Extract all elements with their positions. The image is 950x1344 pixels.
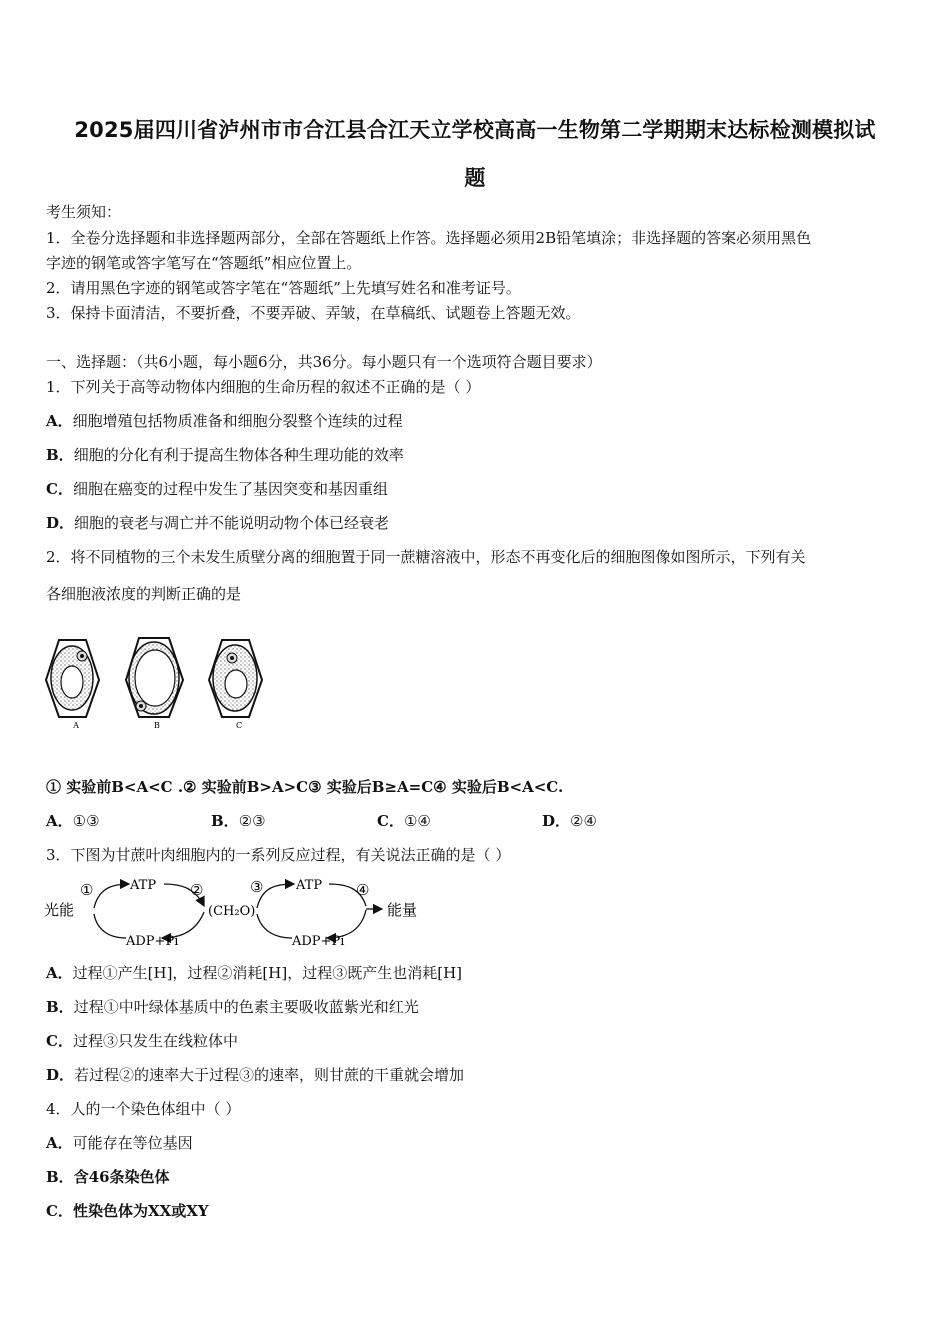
q4-stem: 4．人的一个染色体组中（ ） bbox=[46, 1100, 241, 1118]
q2-option-b bbox=[211, 810, 266, 831]
q3-option-d bbox=[46, 1065, 464, 1085]
page-title-continued: 题 bbox=[464, 166, 486, 190]
option-text: 过程③只发生在线粒体中 bbox=[72, 1032, 238, 1050]
step-3-marker: ③ bbox=[250, 878, 264, 896]
light-energy-label: 光能 bbox=[44, 901, 75, 919]
option-label: A． bbox=[46, 964, 73, 982]
q3-stem: 3．下图为甘蔗叶肉细胞内的一系列反应过程，有关说法正确的是（ ） bbox=[46, 846, 511, 864]
notice-item: 3．保持卡面清洁，不要折叠，不要弄破、弄皱，在草稿纸、试题卷上答题无效。 bbox=[46, 304, 581, 322]
q1-stem: 1．下列关于高等动物体内细胞的生命历程的叙述不正确的是（ ） bbox=[46, 378, 481, 396]
q3-option-b bbox=[46, 997, 419, 1017]
option-label: C． bbox=[377, 812, 404, 830]
atp-label-left: ATP bbox=[130, 878, 157, 893]
section-heading: 一、选择题：（共6小题，每小题6分，共36分。每小题只有一个选项符合题目要求） bbox=[46, 353, 602, 371]
ch2o-label: (CH₂O) bbox=[208, 904, 256, 919]
q1-option-a bbox=[46, 411, 403, 431]
option-text: ②④ bbox=[570, 812, 597, 830]
option-label: A． bbox=[46, 1134, 73, 1152]
option-label: D． bbox=[46, 1066, 75, 1084]
cell-b bbox=[126, 638, 183, 717]
option-label: D． bbox=[542, 812, 571, 830]
option-text: 细胞的分化有利于提高生物体各种生理功能的效率 bbox=[73, 446, 404, 464]
option-label: B． bbox=[46, 998, 74, 1016]
q2-statements: ① 实验前B<A<C .② 实验前B>A>C③ 实验后B≥A=C④ 实验后B<A<C. bbox=[46, 778, 564, 796]
option-text: 若过程②的速率大于过程③的速率，则甘蔗的干重就会增加 bbox=[74, 1066, 465, 1084]
option-text: 性染色体为XX或XY bbox=[72, 1202, 209, 1220]
option-label: C． bbox=[46, 1202, 73, 1220]
option-text: 过程①中叶绿体基质中的色素主要吸收蓝紫光和红光 bbox=[73, 998, 419, 1016]
q1-option-d bbox=[46, 513, 389, 533]
option-text: 过程①产生[H]，过程②消耗[H]，过程③既产生也消耗[H] bbox=[72, 964, 462, 982]
plant-cells-figure bbox=[44, 632, 274, 732]
option-label: C． bbox=[46, 480, 73, 498]
atp-label-right: ATP bbox=[296, 878, 323, 893]
q2-option-c bbox=[377, 810, 431, 831]
cell-label-c: C bbox=[235, 721, 243, 730]
step-1-marker: ① bbox=[80, 881, 94, 899]
q4-option-a bbox=[46, 1133, 193, 1153]
q4-option-b bbox=[46, 1167, 170, 1187]
notice-item: 1．全卷分选择题和非选择题两部分，全部在答题纸上作答。选择题必须用2B铅笔填涂；非选择题的答案必须用黑色 bbox=[46, 229, 812, 247]
page-title: 2025届四川省泸州市市合江县合江天立学校高高一生物第二学期期末达标检测模拟试 bbox=[74, 118, 876, 142]
notice-heading: 考生须知： bbox=[46, 203, 122, 221]
option-label: A． bbox=[46, 412, 73, 430]
option-label: C． bbox=[46, 1032, 73, 1050]
q1-option-c bbox=[46, 479, 388, 499]
step-4-marker: ④ bbox=[356, 881, 370, 899]
option-text: ①③ bbox=[72, 812, 100, 830]
energy-label: 能量 bbox=[387, 901, 418, 919]
q2-option-d bbox=[542, 810, 597, 831]
adp-label-left: ADP+Pi bbox=[126, 934, 179, 949]
cell-label-a: A bbox=[73, 721, 79, 730]
q2-stem: 2．将不同植物的三个未发生质壁分离的细胞置于同一蔗糖溶液中，形态不再变化后的细胞图像如图所示，下列有关 bbox=[46, 548, 806, 566]
option-label: B． bbox=[211, 812, 239, 830]
option-text: ②③ bbox=[238, 812, 266, 830]
q3-option-c bbox=[46, 1031, 238, 1051]
q4-option-c bbox=[46, 1201, 209, 1221]
option-label: A． bbox=[46, 812, 73, 830]
option-label: B． bbox=[46, 446, 74, 464]
cell-label-b: B bbox=[154, 721, 160, 730]
option-text: 细胞的衰老与凋亡并不能说明动物个体已经衰老 bbox=[74, 514, 390, 532]
notice-item: 2．请用黑色字迹的钢笔或答字笔在“答题纸”上先填写姓名和准考证号。 bbox=[46, 279, 521, 297]
q1-option-b bbox=[46, 445, 404, 465]
cell-a bbox=[46, 640, 99, 717]
adp-label-right: ADP+Pi bbox=[292, 934, 345, 949]
option-text: 可能存在等位基因 bbox=[72, 1134, 193, 1152]
cell-c bbox=[209, 640, 262, 717]
option-text: 细胞增殖包括物质准备和细胞分裂整个连续的过程 bbox=[72, 412, 403, 430]
q2-option-a bbox=[46, 810, 100, 831]
step-2-marker: ② bbox=[190, 881, 204, 899]
option-label: D． bbox=[46, 514, 75, 532]
q2-options bbox=[46, 810, 646, 830]
option-text: ①④ bbox=[403, 812, 431, 830]
q3-option-a bbox=[46, 963, 462, 983]
option-label: B． bbox=[46, 1168, 74, 1186]
notice-item: 字迹的钢笔或答字笔写在“答题纸”相应位置上。 bbox=[46, 254, 362, 272]
option-text: 含46条染色体 bbox=[73, 1168, 170, 1186]
q2-stem-continued: 各细胞液浓度的判断正确的是 bbox=[46, 585, 242, 603]
option-text: 细胞在癌变的过程中发生了基因突变和基因重组 bbox=[72, 480, 388, 498]
energy-reaction-diagram bbox=[44, 872, 424, 952]
